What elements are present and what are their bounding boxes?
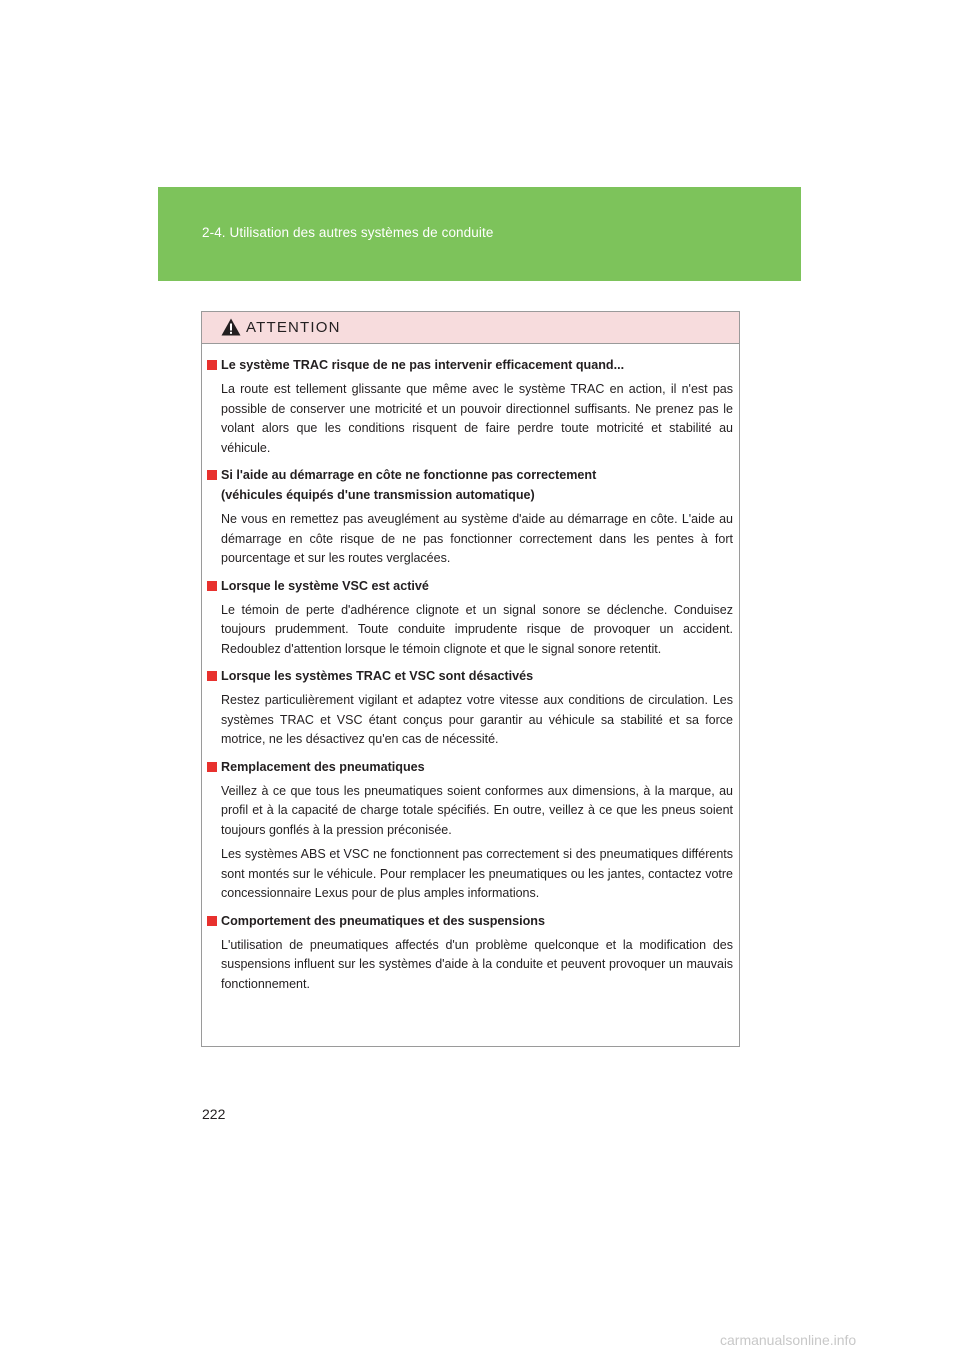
warning-body (202, 344, 739, 994)
item-paragraph: Le témoin de perte d'adhérence clignote et un signal sonore se déclenche. Conduisez toujours prudemment. Toute conduite imprudente risque de provoquer un accident. Redoublez d'attention lorsque le témoin clignote et que le signal sonore retentit. (221, 602, 733, 656)
warning-item-tire-suspension (207, 911, 733, 995)
item-heading-text: Lorsque les systèmes TRAC et VSC sont désactivés (221, 669, 534, 683)
red-square-bullet-icon (207, 581, 217, 591)
item-heading (207, 666, 733, 686)
watermark-text: carmanualsonline.info (720, 1332, 857, 1348)
warning-box (201, 311, 740, 1047)
item-paragraph: Veillez à ce que tous les pneumatiques soient conformes aux dimensions, à la marque, au profil et à la capacité de charge totale spécifiés. En outre, veillez à ce que les pneus soient toujours gonflés à la pression préconisée. (221, 783, 733, 837)
item-paragraph: Ne vous en remettez pas aveuglément au système d'aide au démarrage en côte. L'aide au démarrage en côte risque de ne pas fonctionner correctement dans les pentes à fort pourcentage et sur les routes verglacées. (221, 512, 733, 565)
warning-header (202, 312, 739, 344)
warning-item-trac-vsc-off (207, 666, 733, 750)
item-heading-text: Comportement des pneumatiques et des suspensions (221, 913, 546, 928)
page-number: 222 (202, 1106, 226, 1122)
item-heading (207, 911, 733, 931)
red-square-bullet-icon (207, 762, 217, 772)
red-square-bullet-icon (207, 470, 217, 480)
item-heading-text: Remplacement des pneumatiques (221, 759, 425, 774)
item-heading-text: Le système TRAC risque de ne pas intervenir efficacement quand... (221, 358, 625, 372)
item-heading (207, 355, 733, 375)
warning-title: ATTENTION (246, 319, 341, 336)
item-paragraph: L'utilisation de pneumatiques affectés d'un problème quelconque et la modification des suspensions influent sur les systèmes d'aide à la conduite et peuvent provoquer un mauvais fonctionnement. (221, 937, 733, 991)
red-square-bullet-icon (207, 360, 217, 370)
item-heading (207, 576, 733, 596)
item-heading-text-line2: (véhicules équipés d'une transmission automatique) (221, 488, 535, 502)
item-paragraph: Restez particulièrement vigilant et adaptez votre vitesse aux conditions de circulation. Les systèmes TRAC et VSC étant conçus pour garantir au véhicule sa stabilité et sa force motrice, ne les désactivez qu'en cas de nécessité. (221, 693, 733, 746)
warning-item-tire-replacement (207, 757, 733, 904)
red-square-bullet-icon (207, 916, 217, 926)
item-paragraph: Les systèmes ABS et VSC ne fonctionnent pas correctement si des pneumatiques différents sont montés sur le véhicule. Pour remplacer les pneumatiques ou les jantes, contactez votre concessionnaire Lexus pour de plus amples informations. (221, 847, 733, 900)
item-paragraph: La route est tellement glissante que même avec le système TRAC en action, il n'est pas possible de conserver une motricité et un pouvoir directionnel suffisants. Ne prenez pas le volant alors que les conditions risquent de faire perdre toute motricité et stabilité au véhicule. (221, 382, 733, 455)
warning-triangle-icon (221, 318, 241, 336)
warning-item-trac (207, 355, 733, 458)
section-header-band (158, 187, 801, 281)
item-heading (207, 465, 733, 505)
section-title: 2-4. Utilisation des autres systèmes de conduite (202, 225, 494, 240)
item-heading-text: Lorsque le système VSC est activé (221, 578, 429, 593)
item-heading-text: Si l'aide au démarrage en côte ne fonctionne pas correctement (221, 468, 597, 482)
red-square-bullet-icon (207, 671, 217, 681)
item-heading (207, 757, 733, 777)
warning-item-hill-start (207, 465, 733, 569)
warning-item-vsc-active (207, 576, 733, 660)
